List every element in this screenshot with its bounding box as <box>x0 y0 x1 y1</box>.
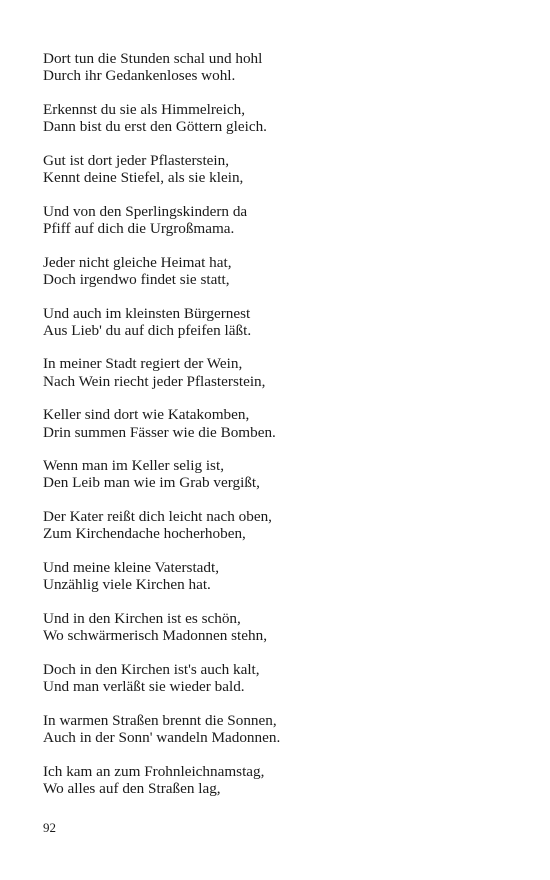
poem-line: Aus Lieb' du auf dich pfeifen läßt. <box>43 321 252 339</box>
stanza <box>43 50 513 84</box>
poem-line: Doch in den Kirchen ist's auch kalt, <box>43 660 260 678</box>
poem-line: Nach Wein riecht jeder Pflasterstein, <box>43 372 266 390</box>
poem-line: Und in den Kirchen ist es schön, <box>43 609 241 627</box>
stanza <box>43 610 513 644</box>
stanza <box>43 763 513 797</box>
poem-line: Erkennst du sie als Himmelreich, <box>43 100 246 118</box>
poem-line: Kennt deine Stiefel, als sie klein, <box>43 169 244 187</box>
poem-line: Auch in der Sonn' wandeln Madonnen. <box>43 728 281 746</box>
stanza <box>43 355 513 389</box>
stanza <box>43 101 513 135</box>
stanza <box>43 559 513 593</box>
poem-line: Und meine kleine Vaterstadt, <box>43 559 220 577</box>
poem-line: Zum Kirchendache hocherhoben, <box>43 525 246 543</box>
poem-line: In warmen Straßen brennt die Sonnen, <box>43 711 277 729</box>
stanza <box>43 152 513 186</box>
poem-line: Unzählig viele Kirchen hat. <box>43 576 211 594</box>
poem-line: Jeder nicht gleiche Heimat hat, <box>43 253 232 271</box>
poem-line: Den Leib man wie im Grab vergißt, <box>43 474 260 492</box>
poem-line: Und auch im kleinsten Bürgernest <box>43 304 251 322</box>
poem-line: Dann bist du erst den Göttern gleich. <box>43 118 267 136</box>
poem-line: Und von den Sperlingskindern da <box>43 202 248 220</box>
poem-line: Wo alles auf den Straßen lag, <box>43 779 221 797</box>
poem-line: Wo schwärmerisch Madonnen stehn, <box>43 627 267 645</box>
stanza <box>43 203 513 237</box>
poem-line: Gut ist dort jeder Pflasterstein, <box>43 151 230 169</box>
poem-line: Keller sind dort wie Katakomben, <box>43 406 250 424</box>
poem-line: In meiner Stadt regiert der Wein, <box>43 355 243 373</box>
poem-line: Drin summen Fässer wie die Bomben. <box>43 423 276 441</box>
poem-line: Wenn man im Keller selig ist, <box>43 457 224 475</box>
poem-line: Pfiff auf dich die Urgroßmama. <box>43 219 235 237</box>
page-number: 92 <box>43 820 56 835</box>
stanza <box>43 406 513 440</box>
poem-line: Doch irgendwo findet sie statt, <box>43 270 230 288</box>
stanza <box>43 712 513 746</box>
poem-body <box>43 50 513 814</box>
poem-line: Und man verläßt sie wieder bald. <box>43 678 245 696</box>
stanza <box>43 305 513 339</box>
stanza <box>43 254 513 288</box>
stanza <box>43 457 513 491</box>
poem-line: Durch ihr Gedankenloses wohl. <box>43 67 236 85</box>
stanza <box>43 508 513 542</box>
stanza <box>43 661 513 695</box>
poem-line: Dort tun die Stunden schal und hohl <box>43 50 263 67</box>
poem-line: Ich kam an zum Frohnleichnamstag, <box>43 762 265 780</box>
poem-line: Der Kater reißt dich leicht nach oben, <box>43 508 272 526</box>
